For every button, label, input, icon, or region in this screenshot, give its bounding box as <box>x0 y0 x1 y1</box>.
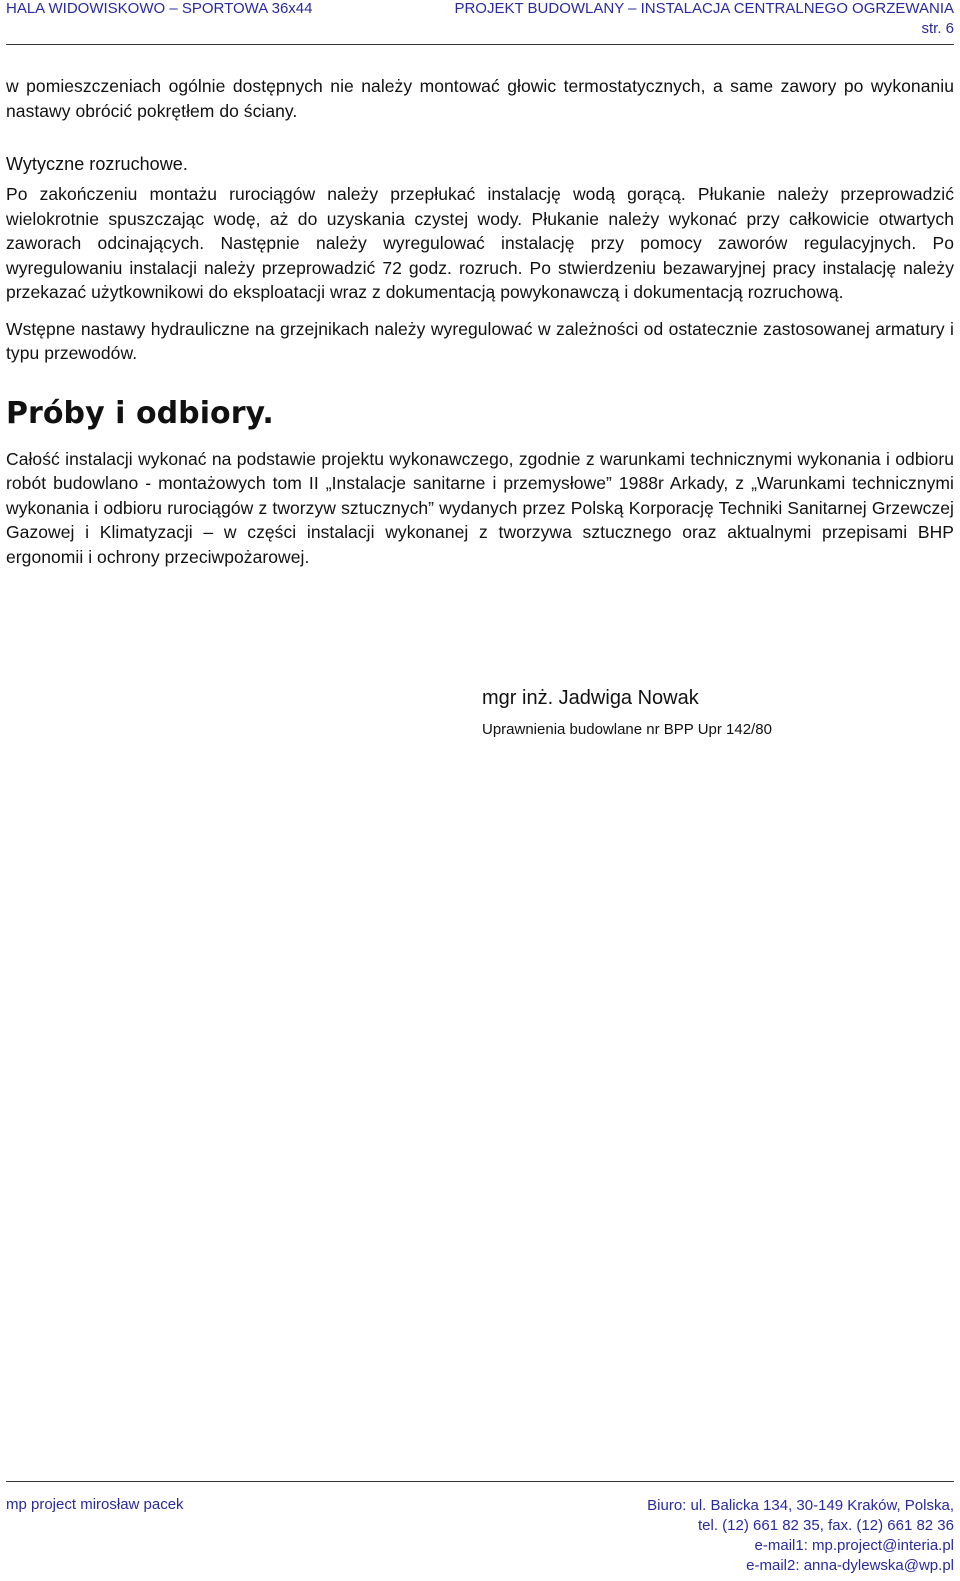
signatory-name: mgr inż. Jadwiga Nowak <box>482 687 699 709</box>
page-number: str. 6 <box>921 20 954 37</box>
signature-block <box>482 685 772 738</box>
paragraph-hydraulic-settings: Wstępne nastawy hydrauliczne na grzejnikach należy wyregulować w zależności od ostatecznie zastosowanej armatury i typu przewodów. <box>6 318 954 363</box>
section-heading-tests: Próby i odbiory. <box>6 395 274 431</box>
paragraph-startup-guidelines: Po zakończeniu montażu rurociągów należy przepłukać instalację wodą gorącą. Płukanie należy przeprowadzić wielokrotnie spuszczając wodę, aż do uzyskania czystej wody. Płukanie należy wykonać przy całkowicie otwartych zaworach odcinających. Następnie należy wyregulować instalację przy pomocy zaworów regulacyjnych. Po wyregulowaniu instalacji należy przeprowadzić 72 godz. rozruch. Po stwierdzeniu bezawaryjnej pracy instalację należy przekazać użytkownikowi do eksploatacji wraz z dokumentacją powykonawczą i dokumentacją rozruchową. <box>6 184 954 302</box>
footer-email2: e-mail2: anna-dylewska@wp.pl <box>746 1557 954 1574</box>
section-heading-startup: Wytyczne rozruchowe. <box>6 154 188 174</box>
header-project-name: HALA WIDOWISKOWO – SPORTOWA 36x44 <box>6 0 313 17</box>
footer-contact <box>647 1496 954 1576</box>
document-body <box>6 74 954 569</box>
paragraph-thermostatic-heads: w pomieszczeniach ogólnie dostępnych nie należy montować głowic termostatycznych, a same zawory po wykonaniu nastawy obrócić pokrętłem do ściany. <box>6 76 954 121</box>
paragraph-tests-and-acceptance: Całość instalacji wykonać na podstawie projektu wykonawczego, zgodnie z warunkami technicznymi wykonania i odbioru robót budowlano - montażowych tom II „Instalacje sanitarne i przemysłowe” 1988r Arkady, z „Warunkami technicznymi wykonania i odbioru rurociągów z tworzyw sztucznych” wydanych przez Polską Korporację Techniki Sanitarnej Grzewczej Gazowej i Klimatyzacji – w części instalacji wykonanej z tworzywa sztucznego oraz aktualnymi przepisami BHP ergonomii i ochrony przeciwpożarowej. <box>6 448 954 567</box>
footer-email1: e-mail1: mp.project@interia.pl <box>754 1537 954 1554</box>
footer-address: Biuro: ul. Balicka 134, 30-149 Kraków, Polska, <box>647 1497 954 1514</box>
footer-phone: tel. (12) 661 82 35, fax. (12) 661 82 36 <box>697 1517 954 1534</box>
page-footer <box>6 1481 954 1574</box>
signatory-credentials: Uprawnienia budowlane nr BPP Upr 142/80 <box>482 721 772 738</box>
page-header <box>6 0 954 45</box>
footer-company: mp project mirosław pacek <box>6 1496 184 1513</box>
header-document-title: PROJEKT BUDOWLANY – INSTALACJA CENTRALNEGO OGRZEWANIA <box>454 0 954 17</box>
